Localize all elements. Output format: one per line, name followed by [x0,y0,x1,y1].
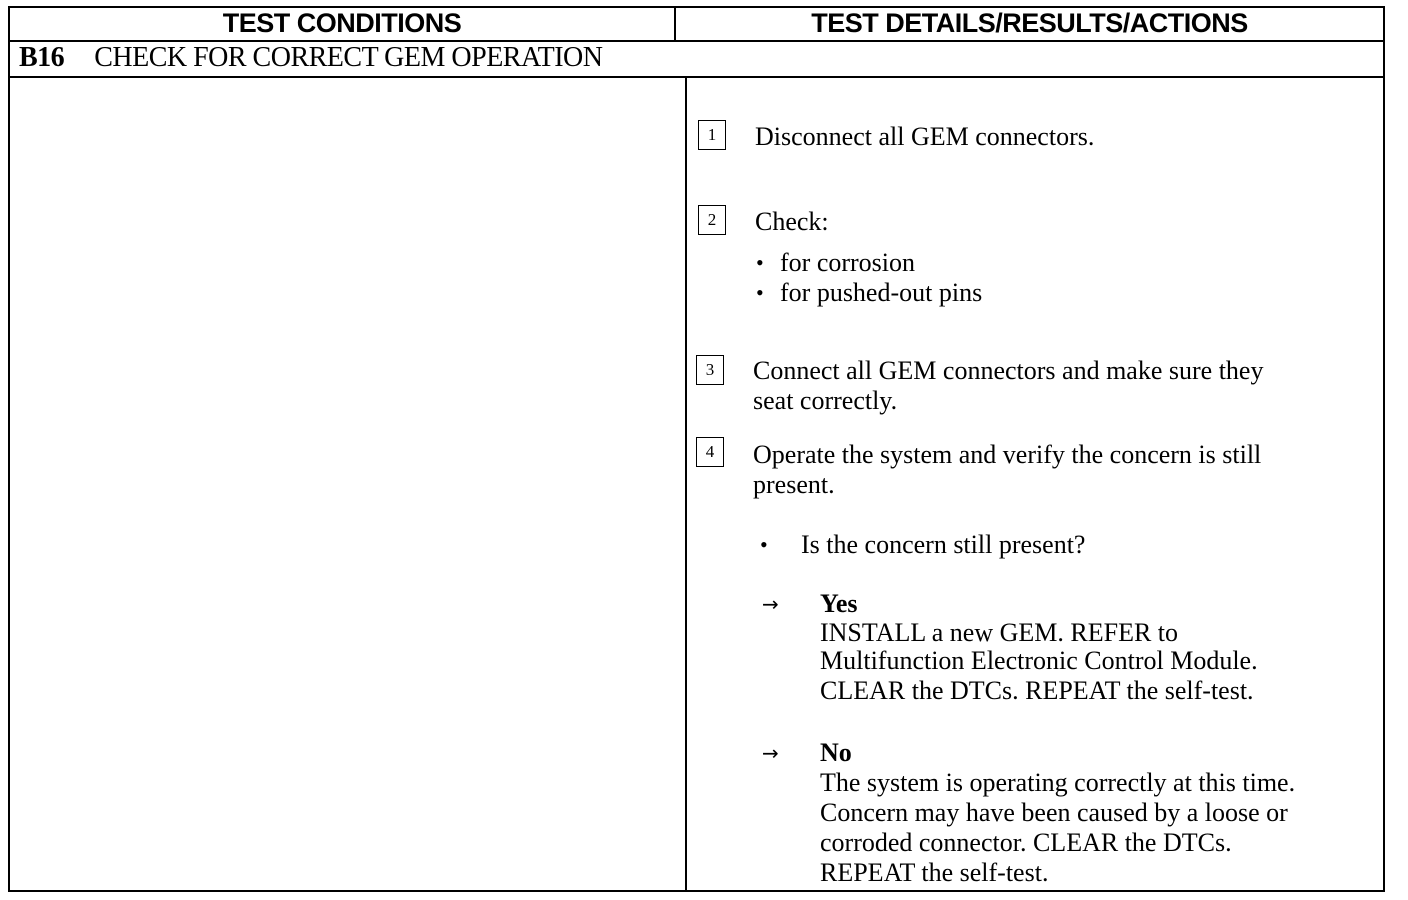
step-4-number: 4 [696,437,724,467]
yes-line-3: CLEAR the DTCs. REPEAT the self-test. [820,676,1254,705]
step-2-bullet-1: for corrosion [780,248,916,277]
question-bullet: • [760,532,768,557]
step-2-bullet-marker-1: • [756,250,764,275]
border-right [1383,6,1385,892]
section-code: B16 [19,42,65,73]
border-bottom [8,890,1385,892]
step-2-number: 2 [698,205,726,235]
step-4-line-2: present. [753,470,835,499]
step-2-text: Check: [755,207,829,236]
header-test-conditions: TEST CONDITIONS [222,8,462,38]
no-line-3: corroded connector. CLEAR the DTCs. [820,828,1232,857]
step-3-number: 3 [696,355,724,385]
section-heading [19,40,602,76]
no-label: No [820,738,852,767]
header-test-details: TEST DETAILS/RESULTS/ACTIONS [811,8,1248,38]
step-2-bullet-2: for pushed-out pins [780,278,983,307]
step-3-line-1: Connect all GEM connectors and make sure they [753,356,1264,385]
yes-arrow-icon: → [762,592,779,616]
yes-line-1: INSTALL a new GEM. REFER to [820,618,1179,647]
column-divider [685,76,687,892]
border-left [8,6,10,892]
yes-line-2: Multifunction Electronic Control Module. [820,646,1258,675]
no-line-4: REPEAT the self-test. [820,858,1049,887]
section-title: CHECK FOR CORRECT GEM OPERATION [94,42,603,73]
question-text: Is the concern still present? [801,530,1086,559]
no-line-1: The system is operating correctly at this time. [820,768,1296,797]
no-line-2: Concern may have been caused by a loose or [820,798,1288,827]
section-rule [8,76,1385,78]
step-3-line-2: seat correctly. [753,386,898,415]
step-1-text: Disconnect all GEM connectors. [755,122,1095,151]
step-1-number: 1 [698,120,726,150]
yes-label: Yes [820,589,858,618]
no-arrow-icon: → [762,741,779,765]
step-4-line-1: Operate the system and verify the concern is still [753,440,1262,469]
step-2-bullet-marker-2: • [756,280,764,305]
